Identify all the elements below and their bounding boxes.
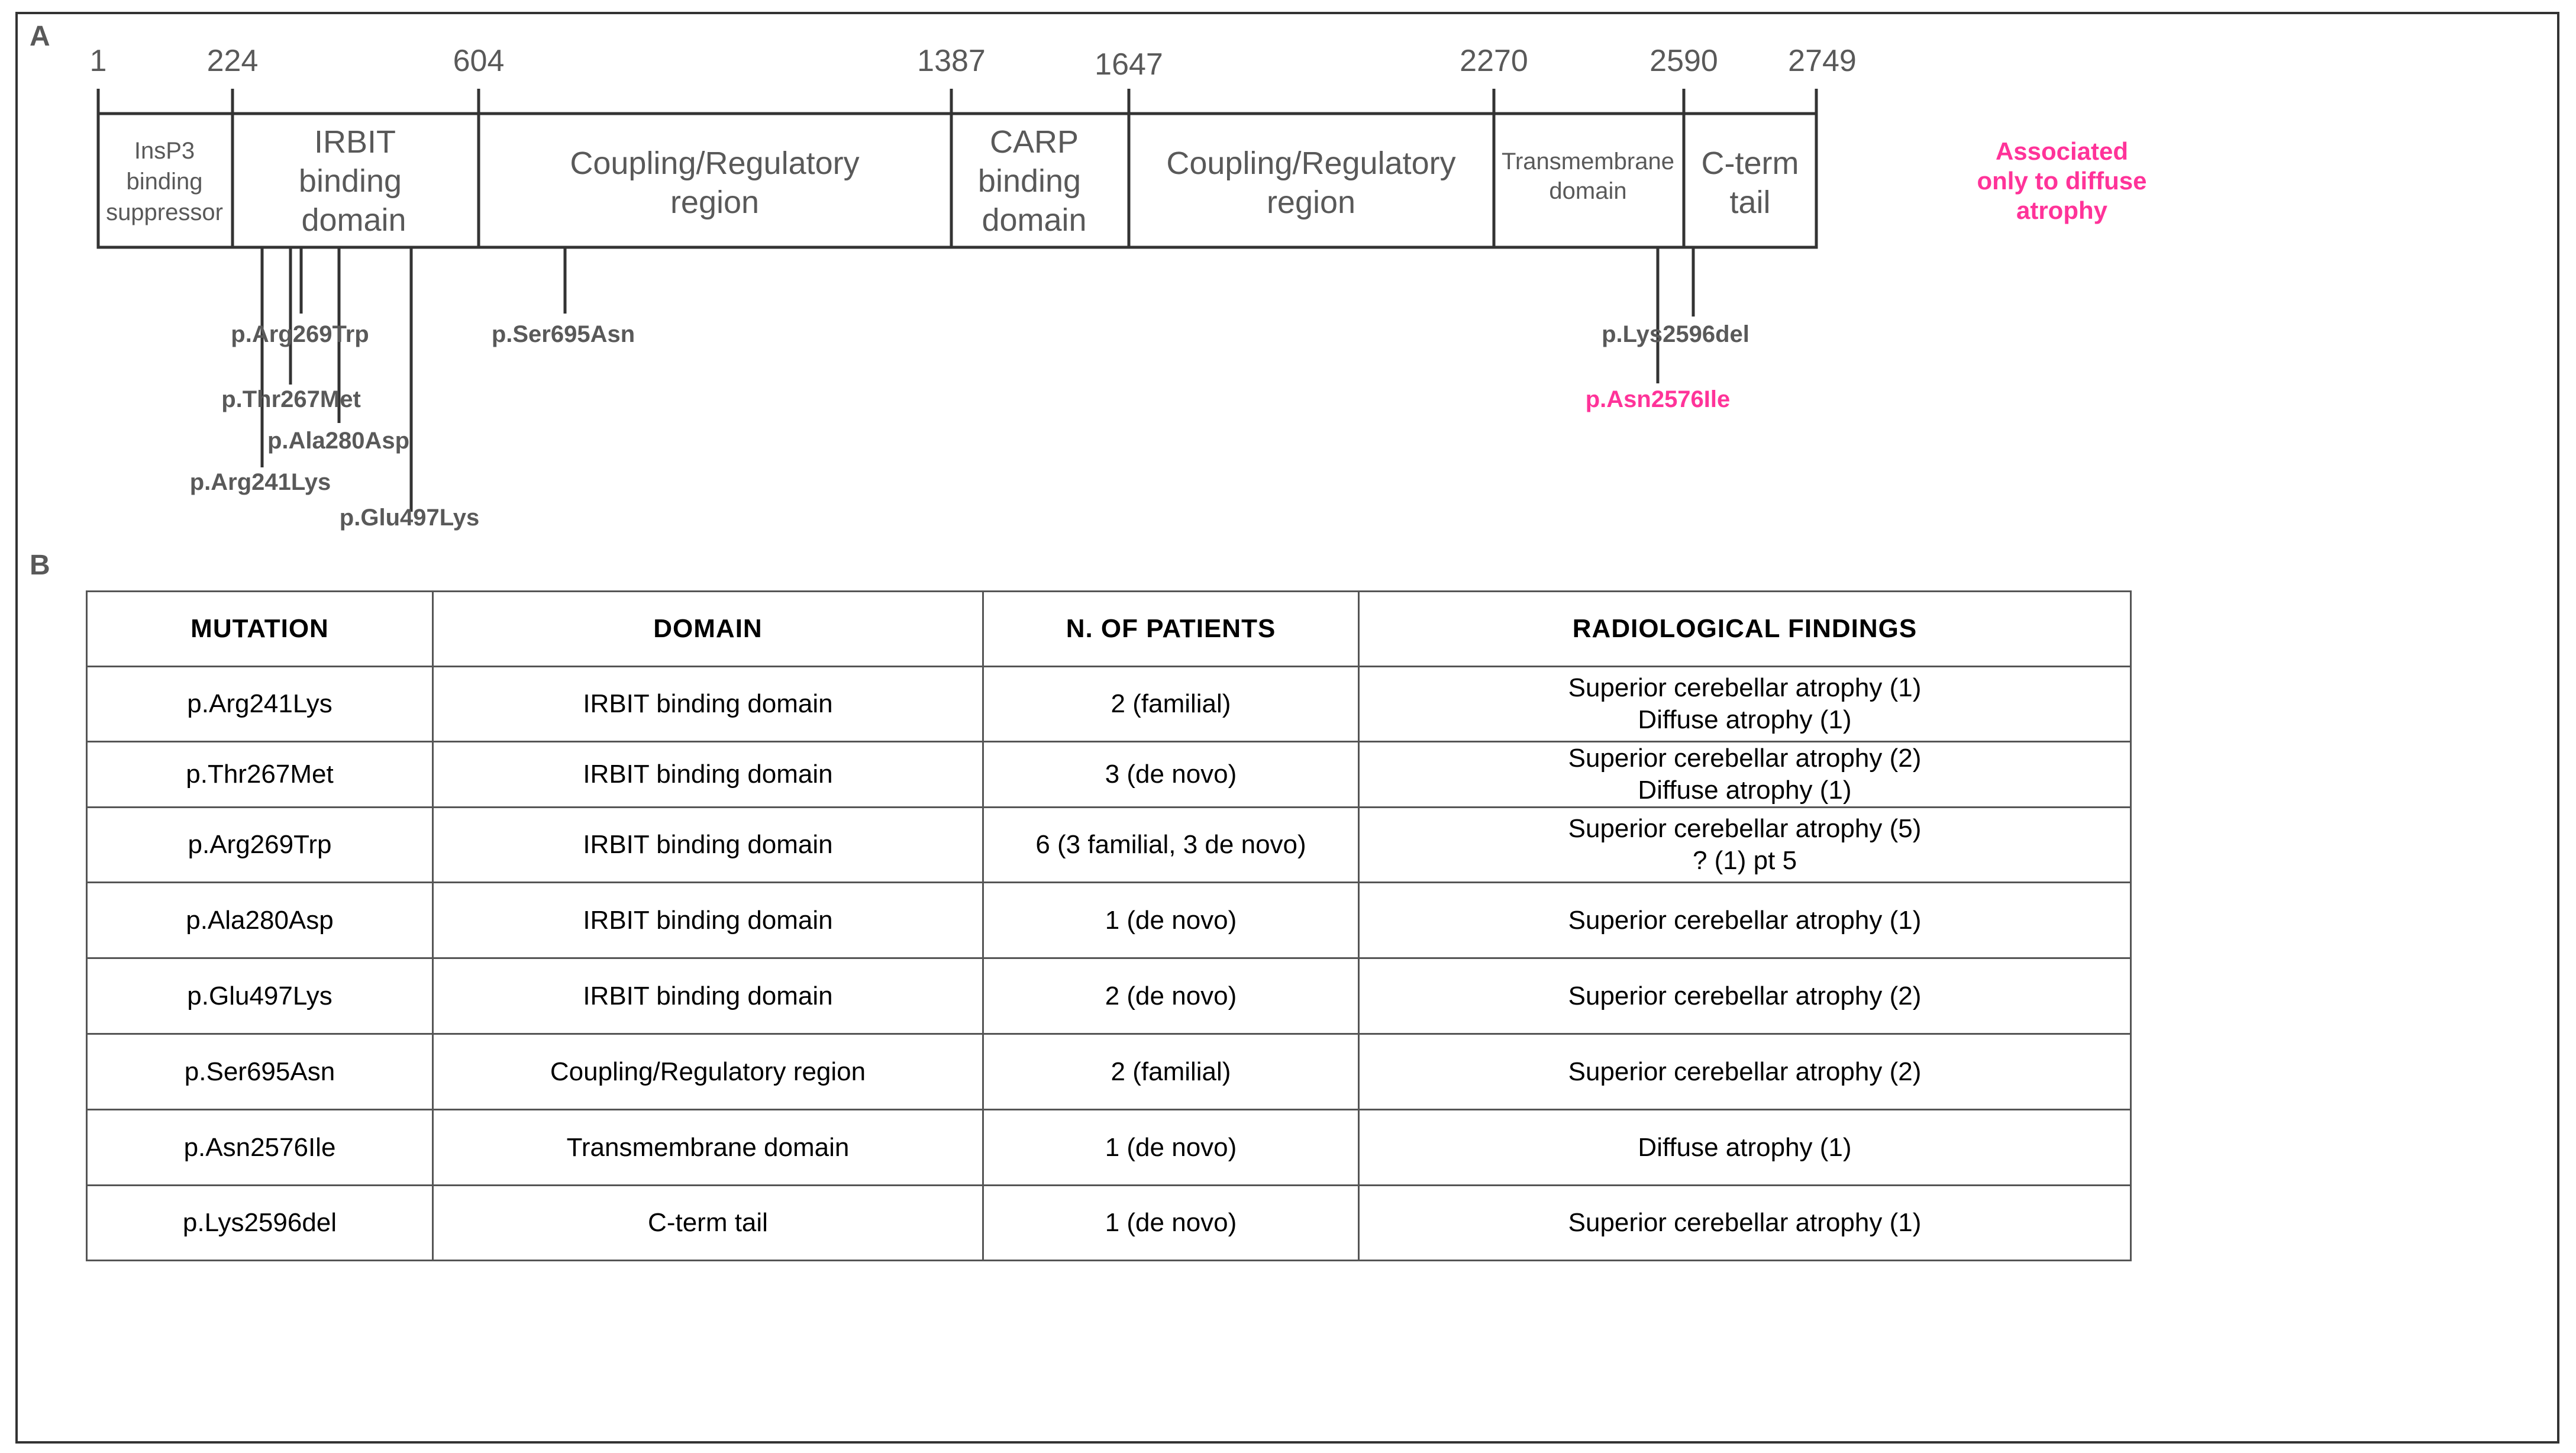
finding-line: Diffuse atrophy (1) — [1638, 776, 1852, 805]
domain-label: domain — [1549, 178, 1627, 204]
finding-line: Superior cerebellar atrophy (1) — [1568, 1208, 1922, 1237]
cell-patients: 2 (de novo) — [983, 958, 1359, 1034]
cell-domain: IRBIT binding domain — [433, 667, 983, 742]
cell-findings — [1359, 1110, 2131, 1186]
position-label: 2270 — [1460, 44, 1528, 78]
table-row — [87, 742, 2131, 808]
domain-label: binding — [977, 163, 1082, 199]
cell-domain: IRBIT binding domain — [433, 958, 983, 1034]
note-line: atrophy — [2016, 196, 2108, 224]
domain-label: binding — [298, 163, 402, 199]
header-mutation: MUTATION — [87, 592, 433, 667]
finding-line: ? (1) pt 5 — [1692, 846, 1797, 875]
finding-line: Superior cerebellar atrophy (2) — [1568, 744, 1922, 773]
cell-mutation: p.Asn2576Ile — [87, 1110, 433, 1186]
cell-domain: IRBIT binding domain — [433, 808, 983, 883]
cell-mutation: p.Ala280Asp — [87, 883, 433, 958]
domain-coupling-regulatory-1 — [570, 146, 859, 220]
table-row — [87, 1186, 2131, 1261]
cell-patients: 2 (familial) — [983, 667, 1359, 742]
mutation-label-ala280asp: p.Ala280Asp — [267, 428, 410, 454]
mutation-stems — [262, 247, 1693, 512]
position-label: 224 — [206, 44, 259, 78]
domain-label: InsP3 — [134, 138, 195, 164]
cell-patients: 3 (de novo) — [983, 742, 1359, 808]
cell-patients: 1 (de novo) — [983, 883, 1359, 958]
domain-label: Coupling/Regulatory — [1166, 146, 1456, 181]
cell-findings — [1359, 808, 2131, 883]
finding-line: Superior cerebellar atrophy (5) — [1568, 814, 1922, 843]
domain-label: tail — [1729, 185, 1771, 220]
mutation-label-thr267met: p.Thr267Met — [221, 386, 361, 412]
cell-domain: IRBIT binding domain — [433, 742, 983, 808]
cell-findings — [1359, 1186, 2131, 1261]
domain-label: IRBIT — [314, 124, 396, 160]
domain-label: region — [670, 185, 760, 220]
header-findings: RADIOLOGICAL FINDINGS — [1359, 592, 2131, 667]
table-header-row — [87, 592, 2131, 667]
diffuse-atrophy-note — [1977, 137, 2147, 224]
header-patients: N. OF PATIENTS — [983, 592, 1359, 667]
domain-c-term-tail — [1702, 146, 1799, 220]
cell-patients: 6 (3 familial, 3 de novo) — [983, 808, 1359, 883]
position-label: 1647 — [1095, 47, 1163, 82]
table-row — [87, 1034, 2131, 1110]
table-row — [87, 958, 2131, 1034]
table-row — [87, 808, 2131, 883]
cell-domain: Transmembrane domain — [433, 1110, 983, 1186]
cell-patients: 1 (de novo) — [983, 1110, 1359, 1186]
finding-line: Diffuse atrophy (1) — [1638, 1132, 1852, 1162]
mutation-label-arg241lys: p.Arg241Lys — [189, 469, 331, 495]
domain-label: C-term — [1701, 146, 1799, 181]
position-label: 604 — [453, 44, 505, 78]
mutations-table — [86, 590, 2132, 1261]
cell-mutation: p.Glu497Lys — [87, 958, 433, 1034]
protein-domain-diagram — [0, 0, 2576, 568]
cell-findings — [1359, 958, 2131, 1034]
finding-line: Diffuse atrophy (1) — [1638, 705, 1852, 734]
mutation-label-ser695asn: p.Ser695Asn — [491, 321, 635, 347]
mutation-label-glu497lys: p.Glu497Lys — [339, 505, 480, 531]
panel-label-b: B — [30, 550, 50, 581]
domain-label: domain — [301, 202, 406, 238]
cell-mutation: p.Arg241Lys — [87, 667, 433, 742]
domain-label: domain — [982, 202, 1087, 238]
cell-mutation: p.Thr267Met — [87, 742, 433, 808]
position-label: 2590 — [1649, 44, 1718, 78]
cell-patients: 2 (familial) — [983, 1034, 1359, 1110]
position-label: 2749 — [1788, 44, 1857, 78]
position-label: 1387 — [917, 44, 986, 78]
cell-patients: 1 (de novo) — [983, 1186, 1359, 1261]
mutation-label-arg269trp: p.Arg269Trp — [231, 321, 369, 347]
domain-carp-binding — [978, 124, 1087, 238]
finding-line: Superior cerebellar atrophy (2) — [1568, 1057, 1922, 1086]
domain-coupling-regulatory-2 — [1166, 146, 1455, 220]
domain-irbit-binding — [299, 124, 406, 238]
domain-label: Transmembrane — [1502, 148, 1674, 175]
mutation-label-lys2596del: p.Lys2596del — [1602, 321, 1749, 347]
panel-label-a: A — [30, 21, 50, 52]
cell-mutation: p.Ser695Asn — [87, 1034, 433, 1110]
table-row — [87, 883, 2131, 958]
cell-domain: IRBIT binding domain — [433, 883, 983, 958]
cell-mutation: p.Lys2596del — [87, 1186, 433, 1261]
domain-insp3-binding-suppressor — [106, 138, 223, 225]
cell-findings — [1359, 883, 2131, 958]
cell-mutation: p.Arg269Trp — [87, 808, 433, 883]
note-line: only to diffuse — [1977, 167, 2147, 195]
domain-label: binding — [126, 169, 203, 195]
domain-label: suppressor — [106, 199, 223, 225]
domain-label: Coupling/Regulatory — [570, 146, 860, 181]
cell-domain: Coupling/Regulatory region — [433, 1034, 983, 1110]
header-domain: DOMAIN — [433, 592, 983, 667]
finding-line: Superior cerebellar atrophy (1) — [1568, 905, 1922, 935]
domain-label: region — [1266, 185, 1356, 220]
cell-findings — [1359, 1034, 2131, 1110]
table-row — [87, 1110, 2131, 1186]
cell-domain: C-term tail — [433, 1186, 983, 1261]
note-line: Associated — [1995, 137, 2129, 165]
table-row — [87, 667, 2131, 742]
domain-label: CARP — [989, 124, 1079, 160]
mutation-label-asn2576ile: p.Asn2576Ile — [1585, 386, 1731, 412]
cell-findings — [1359, 667, 2131, 742]
cell-findings — [1359, 742, 2131, 808]
domain-transmembrane — [1502, 148, 1674, 204]
finding-line: Superior cerebellar atrophy (1) — [1568, 673, 1922, 702]
finding-line: Superior cerebellar atrophy (2) — [1568, 981, 1922, 1010]
position-label: 1 — [89, 44, 107, 78]
